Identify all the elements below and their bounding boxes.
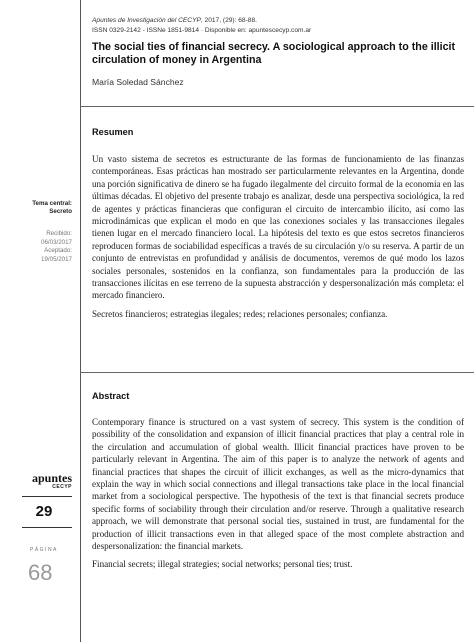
aceptado-date: 19/05/2017 <box>41 255 72 263</box>
issue-rule-bottom <box>22 527 72 528</box>
logo-wordmark: apuntes <box>31 471 72 485</box>
sidebar-metadata <box>0 200 72 264</box>
article-title: The social ties of financial secrecy. A sociological approach to the illicit circulation of money in Argentina <box>92 41 456 66</box>
article-author: María Soledad Sánchez <box>92 77 184 87</box>
pagina-label: PÁGINA <box>30 547 58 553</box>
header-divider <box>80 106 474 107</box>
journal-citation <box>92 16 462 35</box>
resumen-keywords: Secretos financieros; estrategias ilegales; redes; relaciones personales; confianza. <box>92 308 388 319</box>
issue-rule-top <box>22 496 72 497</box>
abstract-section <box>92 416 464 577</box>
recibido-date: 06/03/2017 <box>41 238 72 246</box>
journal-logo <box>14 472 72 490</box>
abstract-keywords: Financial secrets; illegal strategies; social networks; personal ties; trust. <box>92 559 353 570</box>
recibido-label: Recibido: <box>46 230 72 237</box>
page-number: 68 <box>28 560 53 585</box>
tema-central-value: Secreto <box>49 208 72 215</box>
journal-name: Apuntes de Investigación del CECYP <box>92 17 201 24</box>
resumen-heading: Resumen <box>92 127 134 137</box>
journal-volume-pages: , 2017, (29): 68-88. <box>200 17 257 24</box>
abstract-paragraph: Contemporary finance is structured on a vast system of secrecy. This system is the condition of possibility of the consolidation and expansion of illicit financial practices that play a central role in the circulation and accumulation of global wealth. Illicit financial practices have proven to be particularly relevant in Argentina. The aim of this paper is to analyze the network of agents and financial practices that shapes the circuit of illicit exchanges, as well as the micro-dynamics that explain the way in which social connections and illegal transactions take place in the local financial market from a sociological perspective. The hypothesis of the text is that financial secrets produce specific forms of sociability through their circulation and/or reserve. Through a qualitative research approach, we will demonstrate that personal social ties, sustained in trust, are fundamental for the production of illicit transactions even in that alleged space of the most complete abstraction and despersonalization: the financial markets. <box>92 417 464 552</box>
resumen-paragraph: Un vasto sistema de secretos es estructurante de las formas de funcionamiento de las finanzas contemporáneas. Esas prácticas han mostrado ser particularmente relevantes en la Argentina, donde una porción significativa de dinero se ha fugado ilegalmente del circuito formal de la economía en las últimas décadas. El objetivo del presente trabajo es analizar, desde una perspectiva sociológica, la red de agentes y prácticas financieras que configuran el circuito de intercambio ilícito, así como las microdinámicas que explican el modo en que las conexiones sociales y las transacciones ilegales tienen lugar en el mercado financiero local. La hipótesis del texto es que estos secretos financieros reproducen formas de sociabilidad específicas a través de su circulación y/o su reserva. A partir de un conjunto de entrevistas en profundidad y análisis de documentos, veremos de qué modo los lazos sociales personales, sostenidos en la confianza, son fundamentales para la producción de las transacciones ilícitas en ese terreno de la supuesta abstracción y despersonalización más completa: el mercado financiero. <box>92 154 464 301</box>
abstract-heading: Abstract <box>92 391 130 401</box>
journal-issn-line: ISSN 0329-2142 - ISSNe 1851-9814 · Disponible en: apuntescecyp.com.ar <box>92 26 312 34</box>
resumen-section <box>92 153 464 326</box>
margin-divider-line <box>80 0 81 642</box>
issue-number: 29 <box>35 503 53 520</box>
aceptado-label: Aceptado: <box>44 247 72 254</box>
section-divider <box>80 372 474 373</box>
tema-central-label: Tema central: <box>32 200 72 207</box>
logo-subtitle: CECYP <box>52 484 72 490</box>
